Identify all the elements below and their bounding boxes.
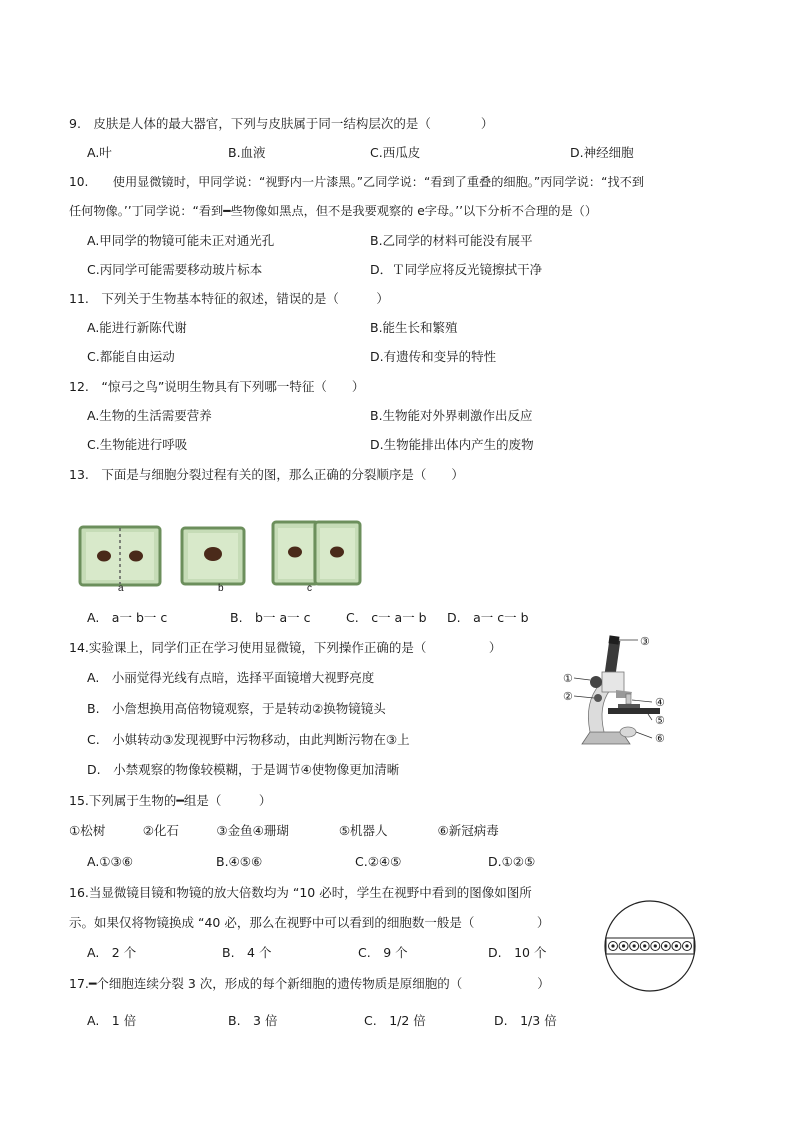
q14-option-b: B. 小詹想换用高倍物镜观察，于是转动②换物镜镜头 <box>87 701 386 716</box>
q11-option-c: C.都能自由运动 <box>87 349 175 364</box>
q10-option-a: A.甲同学的物镜可能未正对通光孔 <box>87 233 275 248</box>
q13-stem: 13. 下面是与细胞分裂过程有关的图，那么正确的分裂顺序是（ ） <box>69 467 464 482</box>
q14-stem: 14.实验课上，同学们正在学习使用显微镜，下列操作正确的是（ ） <box>69 640 502 655</box>
q16-option-b: B. 4 个 <box>222 945 272 960</box>
q15-option-a: A.①③⑥ <box>87 854 133 869</box>
q14-option-a: A. 小丽觉得光线有点暗，选择平面镜增大视野亮度 <box>87 670 375 685</box>
q10-stem-line1: 10. 使用显微镜时，甲同学说：“视野内一片漆黑。”乙同学说：“看到了重叠的细胞。”丙同学说：“找不到 <box>69 175 645 189</box>
q12-option-b: B.生物能对外界刺激作出反应 <box>370 408 533 423</box>
q14-option-d: D. 小禁观察的物像较模糊，于是调节④使物像更加清晰 <box>87 762 400 777</box>
q9-option-a: A.叶 <box>87 145 112 160</box>
fov-cell-nucleus <box>643 944 646 947</box>
microscope-image <box>582 635 660 744</box>
cell-b-label: b <box>218 583 224 594</box>
q17-option-d: D. 1/3 倍 <box>494 1013 557 1028</box>
q17-stem: 17.━个细胞连续分裂 3 次，形成的每个新细胞的遗传物质是原细胞的（ ） <box>69 976 550 991</box>
fov-cell-nucleus <box>633 944 636 947</box>
cell-a-label: a <box>118 583 124 594</box>
microscope-marker-3: ③ <box>640 636 650 648</box>
q11-option-b: B.能生长和繁殖 <box>370 320 458 335</box>
q16-stem-line2: 示。如果仅将物镜换成 “40 必，那么在视野中可以看到的细胞数一般是（ ） <box>69 915 550 930</box>
q13-option-a: A. a一 b一 c <box>87 610 168 625</box>
microscope-marker-1: ① <box>563 673 573 685</box>
q14-option-c: C. 小娸转动③发现视野中污物移动，由此判断污物在③上 <box>87 732 410 747</box>
q9-option-b: B.血液 <box>228 145 266 160</box>
fov-cell-nucleus <box>622 944 625 947</box>
q10-option-d: D．Ｔ同学应将反光镜擦拭干净 <box>370 262 543 277</box>
q16-stem-line1: 16.当显微镜目镜和物镜的放大倍数均为 “10 必时，学生在视野中看到的图像如图所 <box>69 885 532 900</box>
q13-option-d: D. a一 c一 b <box>447 610 529 625</box>
field-of-view-figure <box>602 898 698 997</box>
cell-a-image <box>80 527 160 585</box>
fov-cell-nucleus <box>654 944 657 947</box>
cell-c-label: c <box>307 583 312 594</box>
q12-option-d: D.生物能排出体内产生的废物 <box>370 437 534 452</box>
q15-option-d: D.①②⑤ <box>488 854 536 869</box>
q9-option-d: D.神经细胞 <box>570 145 634 160</box>
microscope-marker-5: ⑤ <box>655 715 665 727</box>
cell-c-image <box>273 522 360 584</box>
q12-option-a: A.生物的生活需要营养 <box>87 408 212 423</box>
q15-option-c: C.②④⑤ <box>355 854 402 869</box>
q10-option-b: B.乙同学的材料可能没有展平 <box>370 233 533 248</box>
q16-option-d: D. 10 个 <box>488 945 547 960</box>
q9-stem: 9. 皮肤是人体的最大器官，下列与皮肤属于同一结构层次的是（ ） <box>69 116 494 131</box>
q13-option-c: C. c一 a一 b <box>346 610 427 625</box>
q16-option-a: A. 2 个 <box>87 945 137 960</box>
q13-option-b: B. b一 a一 c <box>230 610 311 625</box>
fov-cell-nucleus <box>611 944 614 947</box>
q10-stem-line2: 任何物像。’’丁同学说：“看到━些物像如黑点，但不是我要观察的 e字母。’’以下分析不合理的是（） <box>69 204 598 218</box>
q15-items: ①松树 ②化石 ③金鱼④珊瑚 ⑤机器人 ⑥新冠病毒 <box>69 823 499 838</box>
microscope-marker-4: ④ <box>655 697 665 709</box>
microscope-marker-6: ⑥ <box>655 733 665 745</box>
cell-b-image <box>182 528 244 584</box>
q15-stem: 15.下列属于生物的━组是（ ） <box>69 793 272 808</box>
microscope-marker-2: ② <box>563 691 573 703</box>
q11-option-d: D.有遗传和变异的特性 <box>370 349 497 364</box>
fov-cell-nucleus <box>675 944 678 947</box>
q12-stem: 12. “惊弓之鸟”说明生物具有下列哪一特征（ ） <box>69 379 365 394</box>
q10-option-c: C.丙同学可能需要移动玻片标本 <box>87 262 263 277</box>
cell-division-figure <box>78 518 368 621</box>
q17-option-c: C. 1/2 倍 <box>364 1013 426 1028</box>
q16-option-c: C. 9 个 <box>358 945 408 960</box>
q9-option-c: C.西瓜皮 <box>370 145 421 160</box>
q17-option-b: B. 3 倍 <box>228 1013 278 1028</box>
q17-option-a: A. 1 倍 <box>87 1013 137 1028</box>
q11-stem: 11. 下列关于生物基本特征的叙述，错误的是（ ） <box>69 291 389 306</box>
fov-cell-nucleus <box>685 944 688 947</box>
q11-option-a: A.能进行新陈代谢 <box>87 320 187 335</box>
q15-option-b: B.④⑤⑥ <box>216 854 263 869</box>
fov-cell-nucleus <box>664 944 667 947</box>
q12-option-c: C.生物能进行呼吸 <box>87 437 188 452</box>
